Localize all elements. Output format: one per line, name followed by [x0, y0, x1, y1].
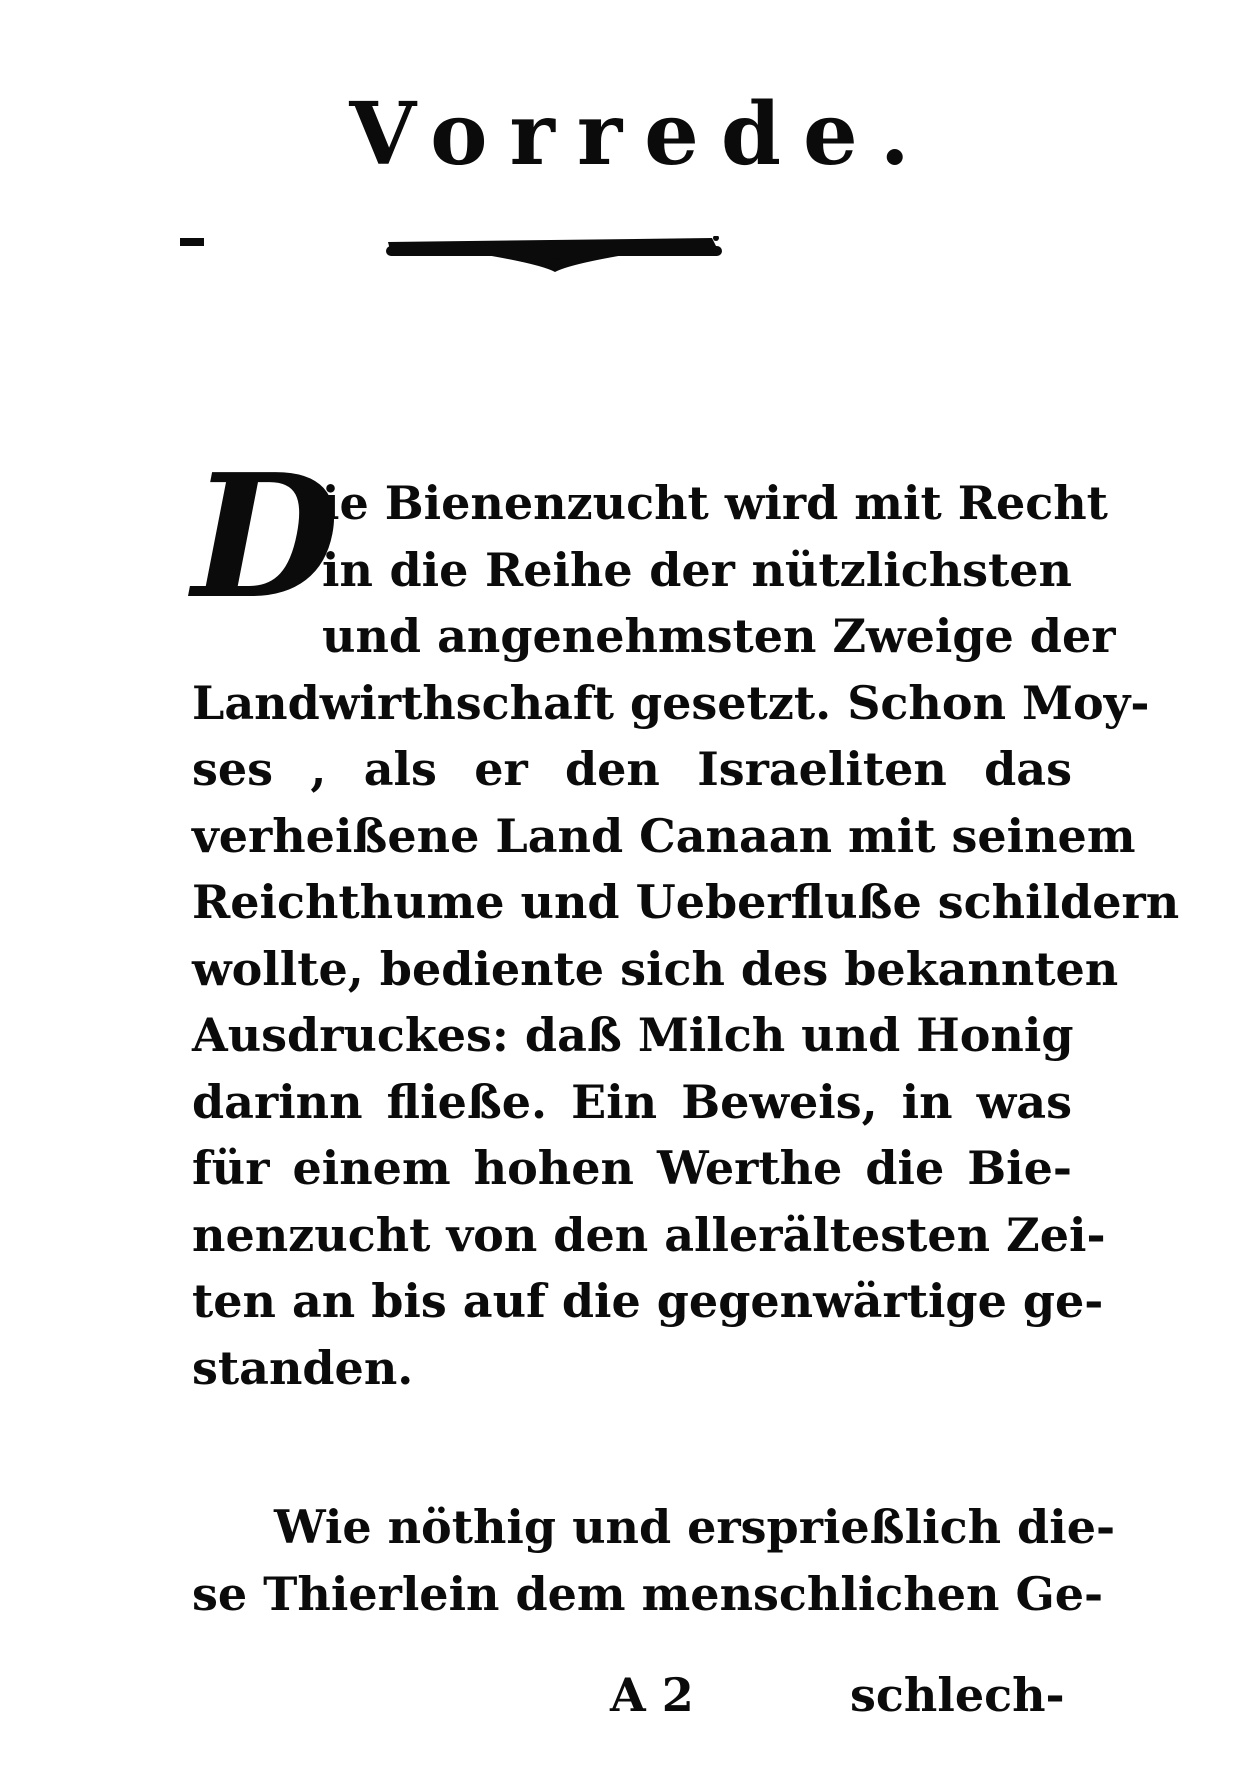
text-line: ie Bienenzucht wird mit Recht	[322, 476, 1108, 530]
text-line: darinn fließe. Ein Beweis, in was	[192, 1074, 1072, 1129]
title-ornament-rule	[180, 236, 840, 306]
text-line: in die Reihe der nützlichsten	[322, 542, 1072, 597]
text-line: Landwirthschaft gesetzt. Schon Moy-	[192, 675, 1150, 730]
paragraph-2	[192, 1494, 1116, 1627]
drop-cap: D	[192, 437, 340, 637]
text-line: Reichthume und Ueberfluße schildern	[192, 875, 1180, 929]
catchword: schlech-	[850, 1668, 1065, 1722]
text-line: se Thierlein dem menschlichen Ge-	[192, 1566, 1104, 1621]
page-footer	[0, 1660, 1259, 1730]
text-line: Wie nöthig und ersprießlich die-	[274, 1500, 1116, 1554]
text-line: standen.	[192, 1340, 414, 1395]
page-title: Vorrede.	[349, 84, 932, 185]
text-line: und angenehmsten Zweige der	[322, 609, 1116, 663]
text-line: Ausdruckes: daß Milch und Honig	[192, 1008, 1074, 1062]
paragraph-1	[192, 437, 1180, 1401]
text-line: verheißene Land Canaan mit seinem	[192, 808, 1136, 863]
text-line: wollte, bediente sich des bekannten	[192, 941, 1119, 996]
text-line: nenzucht von den allerältesten Zei-	[192, 1207, 1106, 1262]
text-line: ses , als er den Israeliten das	[192, 742, 1072, 796]
signature-mark: A 2	[610, 1668, 694, 1722]
text-line: ten an bis auf die gegenwärtige ge-	[192, 1274, 1104, 1328]
text-line: für einem hohen Werthe die Bie-	[192, 1141, 1072, 1195]
